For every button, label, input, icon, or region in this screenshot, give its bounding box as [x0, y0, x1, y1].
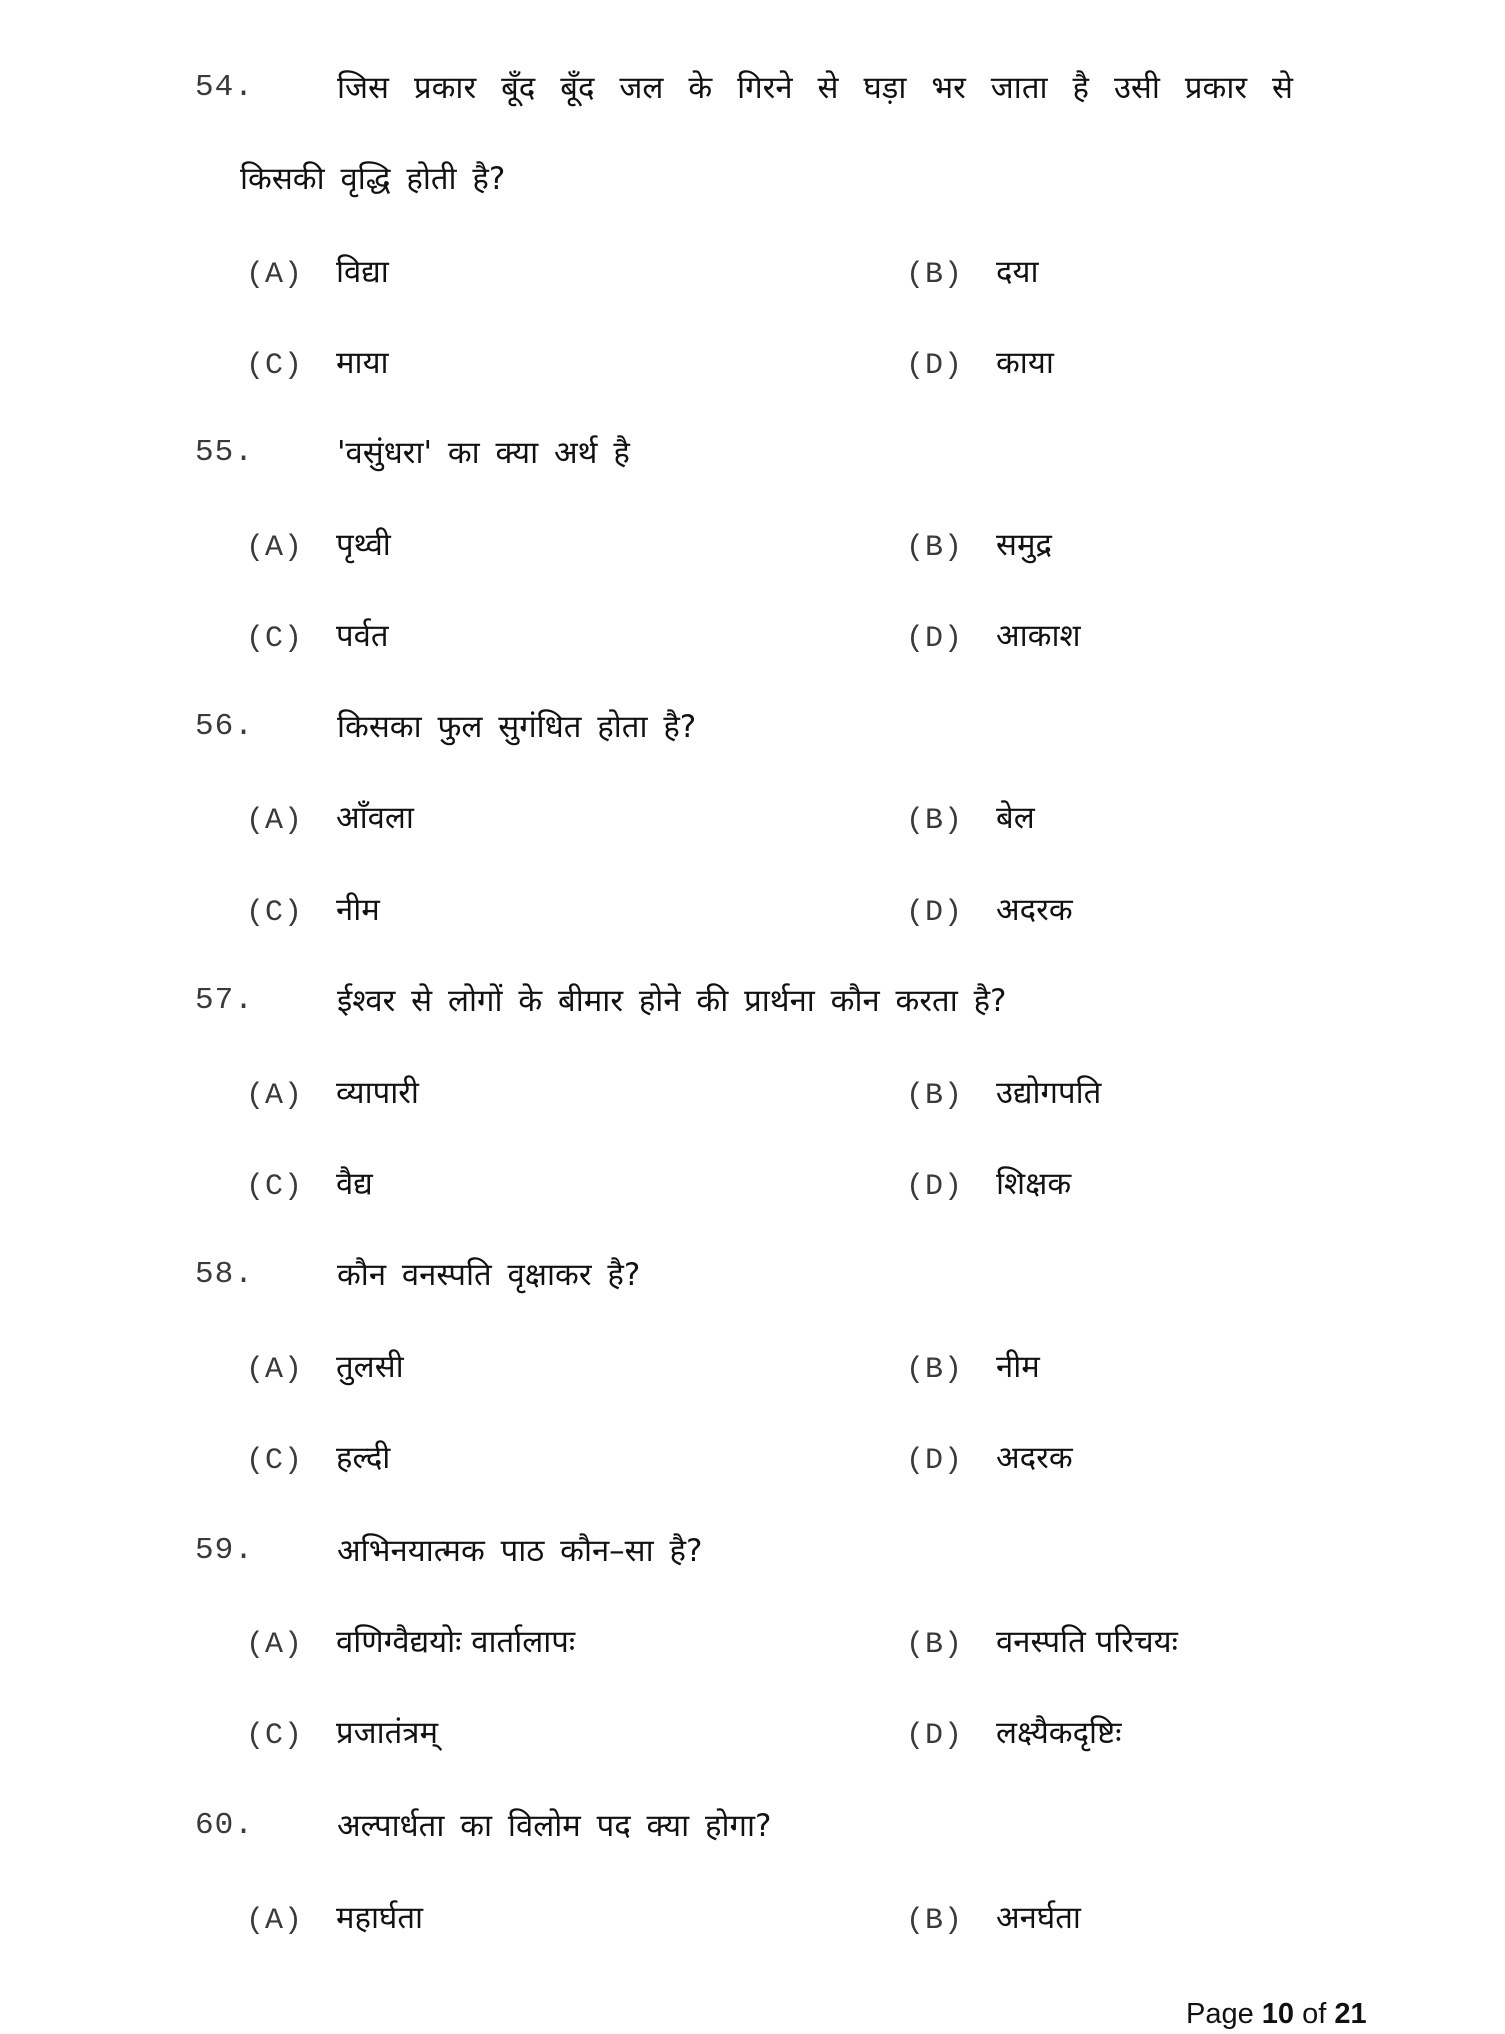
question-60	[0, 1801, 1505, 1851]
option-a	[246, 1893, 423, 1943]
question-number: 59.	[195, 1533, 254, 1568]
question-number: 58.	[195, 1257, 254, 1292]
question-text: जिस प्रकार बूँद बूँद जल के गिरने से घड़ा भर जाता है उसी प्रकार से	[337, 70, 1293, 106]
option-label: (B)	[906, 1353, 964, 1387]
question-number: 55.	[195, 435, 254, 470]
option-label: (D)	[906, 1444, 964, 1478]
option-c	[246, 338, 389, 388]
option-a	[246, 1342, 404, 1392]
question-text: किसका फुल सुगंधित होता है?	[337, 709, 697, 745]
options-row	[0, 1342, 1505, 1392]
option-c	[246, 1433, 390, 1483]
option-d	[906, 1159, 1071, 1209]
question-number: 57.	[195, 983, 254, 1018]
option-text: काया	[996, 345, 1054, 381]
option-c	[246, 1708, 438, 1758]
option-label: (D)	[906, 896, 964, 930]
option-label: (C)	[246, 622, 304, 656]
option-c	[246, 885, 380, 935]
option-d	[906, 611, 1081, 661]
option-label: (B)	[906, 1079, 964, 1113]
options-row	[0, 247, 1505, 297]
question-58	[0, 1250, 1505, 1300]
option-a	[246, 247, 389, 297]
question-number: 60.	[195, 1808, 254, 1843]
options-row	[0, 885, 1505, 935]
options-row	[0, 520, 1505, 570]
option-a	[246, 1068, 419, 1118]
option-label: (D)	[906, 349, 964, 383]
option-a	[246, 1617, 575, 1667]
question-56	[0, 702, 1505, 752]
option-text: व्यापारी	[336, 1075, 419, 1111]
option-label: (D)	[906, 1170, 964, 1204]
option-b	[906, 520, 1052, 570]
question-55	[0, 428, 1505, 478]
option-text: उद्योगपति	[996, 1075, 1102, 1111]
option-text: हल्दी	[336, 1440, 391, 1476]
option-a	[246, 520, 391, 570]
options-row	[0, 1159, 1505, 1209]
option-label: (A)	[246, 804, 304, 838]
option-c	[246, 1159, 373, 1209]
option-text: आँवला	[336, 800, 414, 836]
options-row	[0, 1893, 1505, 1943]
page-number-footer	[1186, 1994, 1367, 2034]
option-label: (C)	[246, 1170, 304, 1204]
question-text: अल्पार्धता का विलोम पद क्या होगा?	[337, 1808, 772, 1844]
option-text: विद्या	[336, 254, 389, 290]
option-text: पृथ्वी	[336, 527, 391, 563]
option-text: आकाश	[996, 618, 1081, 654]
option-b	[906, 247, 1038, 297]
options-row	[0, 793, 1505, 843]
option-label: (A)	[246, 258, 304, 292]
option-label: (B)	[906, 531, 964, 565]
question-text-continuation: किसकी वृद्धि होती है?	[240, 161, 506, 197]
question-59	[0, 1526, 1505, 1576]
option-text: पर्वत	[336, 618, 389, 654]
options-row	[0, 1617, 1505, 1667]
option-text: वनस्पति परिचयः	[996, 1624, 1178, 1660]
option-text: नीम	[336, 892, 380, 928]
option-label: (B)	[906, 258, 964, 292]
option-c	[246, 611, 389, 661]
option-label: (A)	[246, 1628, 304, 1662]
option-d	[906, 1708, 1121, 1758]
option-label: (A)	[246, 1353, 304, 1387]
options-row	[0, 611, 1505, 661]
option-label: (C)	[246, 1444, 304, 1478]
option-text: समुद्र	[996, 527, 1052, 563]
options-row	[0, 1068, 1505, 1118]
option-label: (B)	[906, 1628, 964, 1662]
option-b	[906, 1617, 1178, 1667]
total-pages: 21	[1334, 1998, 1367, 2030]
question-number: 54.	[195, 70, 254, 105]
option-text: महार्घता	[336, 1900, 424, 1936]
option-d	[906, 338, 1054, 388]
question-text: अभिनयात्मक पाठ कौन–सा है?	[337, 1533, 703, 1569]
option-a	[246, 793, 414, 843]
option-label: (C)	[246, 349, 304, 383]
question-text: 'वसुंधरा' का क्या अर्थ है	[337, 435, 630, 471]
option-text: तुलसी	[336, 1349, 404, 1385]
option-text: प्रजातंत्रम्	[336, 1715, 438, 1751]
option-label: (B)	[906, 1904, 964, 1938]
option-label: (A)	[246, 1079, 304, 1113]
question-number: 56.	[195, 709, 254, 744]
option-text: अनर्घता	[996, 1900, 1081, 1936]
option-label: (A)	[246, 531, 304, 565]
option-b	[906, 1342, 1040, 1392]
question-text: ईश्वर से लोगों के बीमार होने की प्रार्थना कौन करता है?	[337, 983, 1007, 1019]
option-label: (D)	[906, 622, 964, 656]
option-text: अदरक	[996, 892, 1073, 928]
option-text: लक्ष्यैकदृष्टिः	[996, 1715, 1122, 1751]
option-label: (D)	[906, 1719, 964, 1753]
option-label: (B)	[906, 804, 964, 838]
option-b	[906, 1068, 1101, 1118]
footer-separator: of	[1294, 1998, 1335, 2030]
question-57	[0, 976, 1505, 1026]
option-b	[906, 793, 1035, 843]
option-text: दया	[996, 254, 1039, 290]
option-text: अदरक	[996, 1440, 1073, 1476]
option-b	[906, 1893, 1081, 1943]
option-text: नीम	[996, 1349, 1040, 1385]
option-text: बेल	[996, 800, 1035, 836]
question-54	[0, 63, 1505, 113]
option-d	[906, 1433, 1073, 1483]
option-text: वणिग्वैद्ययोः वार्तालापः	[336, 1624, 576, 1660]
option-label: (C)	[246, 1719, 304, 1753]
option-text: माया	[336, 345, 389, 381]
current-page: 10	[1261, 1998, 1295, 2030]
options-row	[0, 338, 1505, 388]
option-d	[906, 885, 1073, 935]
option-label: (A)	[246, 1904, 304, 1938]
options-row	[0, 1708, 1505, 1758]
options-row	[0, 1433, 1505, 1483]
option-text: शिक्षक	[996, 1166, 1072, 1202]
option-text: वैद्य	[336, 1166, 373, 1202]
question-text: कौन वनस्पति वृक्षाकर है?	[337, 1257, 641, 1293]
question-54-continuation	[0, 154, 1505, 204]
footer-prefix: Page	[1186, 1998, 1262, 2030]
option-label: (C)	[246, 896, 304, 930]
